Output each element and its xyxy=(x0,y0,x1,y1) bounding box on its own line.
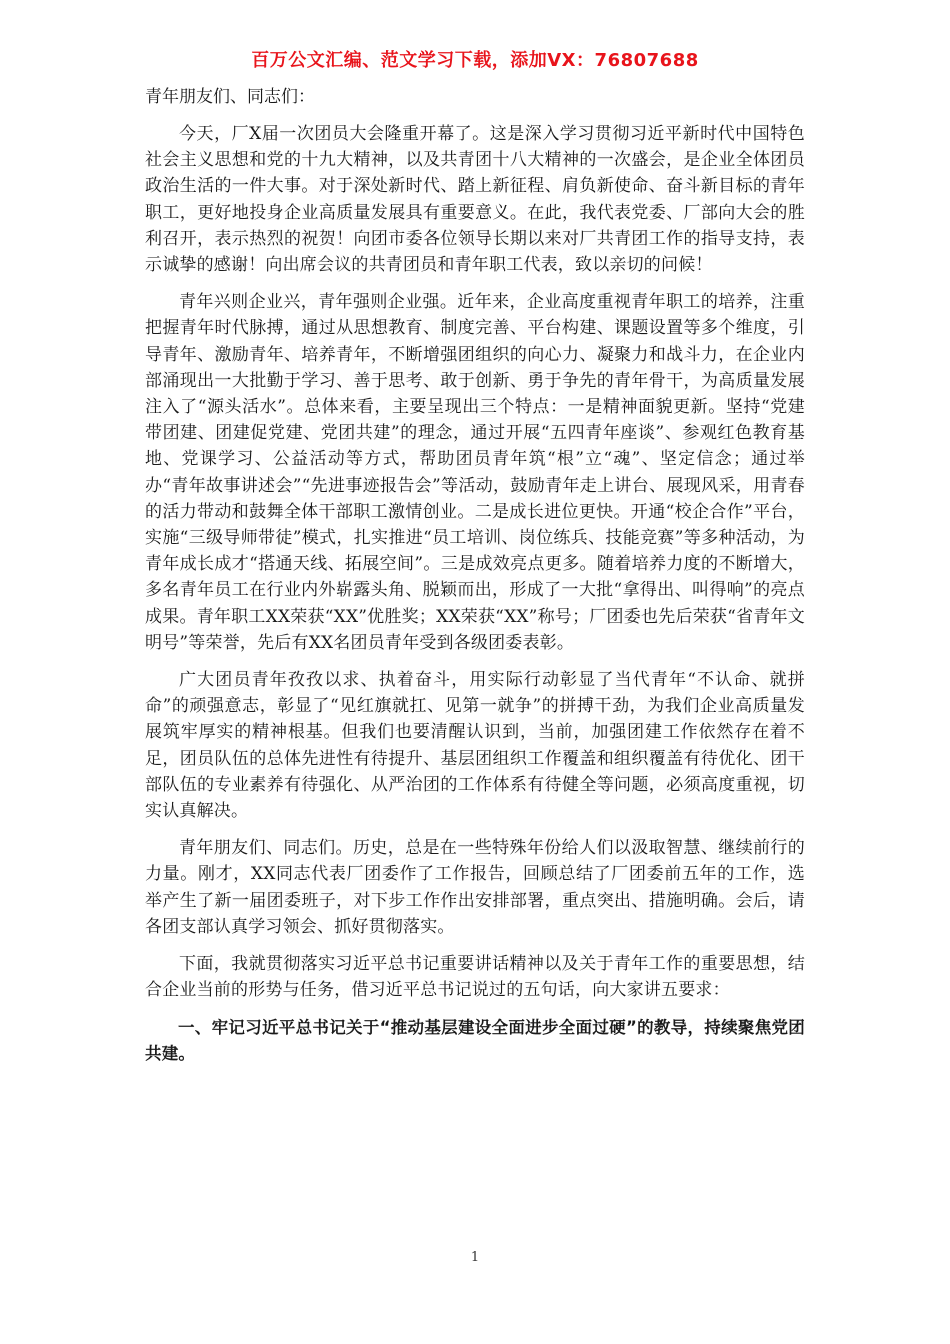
document-body xyxy=(145,84,805,1079)
paragraph-requirements-intro: 下面，我就贯彻落实习近平总书记重要讲话精神以及关于青年工作的重要思想，结合企业当前的形势与任务，借习近平总书记说过的五句话，向大家讲五要求： xyxy=(145,954,805,1001)
salutation: 青年朋友们、同志们： xyxy=(145,87,315,107)
paragraph-achievements: 青年兴则企业兴，青年强则企业强。近年来，企业高度重视青年职工的培养，注重把握青年时代脉搏，通过从思想教育、制度完善、平台构建、课题设置等多个维度，引导青年、激励青年、培养青年，不断增强团组织的向心力、凝聚力和战斗力，在企业内部涌现出一大批勤于学习、善于思考、敢于创新、勇于争先的青年骨干，为高质量发展注入了“源头活水”。总体来看，主要呈现出三个特点：一是精神面貌更新。坚持“党建带团建、团建促党建、党团共建”的理念，通过开展“五四青年座谈”、参观红色教育基地、党课学习、公益活动等方式，帮助团员青年筑“根”立“魂”、坚定信念；通过举办“青年故事讲述会”“先进事迹报告会”等活动，鼓励青年走上讲台、展现风采，用青春的活力带动和鼓舞全体干部职工激情创业。二是成长进位更快。开通“校企合作”平台，实施“三级导师带徒”模式，扎实推进“员工培训、岗位练兵、技能竞赛”等多种活动，为青年成长成才“搭通天线、拓展空间”。三是成效亮点更多。随着培养力度的不断增大，多名青年员工在行业内外崭露头角、脱颖而出，形成了一大批“拿得出、叫得响”的亮点成果。青年职工XX荣获“XX”优胜奖；XX荣获“XX”称号；厂团委也先后荣获“省青年文明号”等荣誉，先后有XX名团员青年受到各级团委表彰。 xyxy=(145,292,805,653)
paragraph-opening: 今天，厂X届一次团员大会隆重开幕了。这是深入学习贯彻习近平新时代中国特色社会主义思想和党的十九大精神，以及共青团十八大精神的一次盛会，是企业全体团员政治生活的一件大事。对于深处新时代、踏上新征程、肩负新使命、奋斗新目标的青年职工，更好地投身企业高质量发展具有重要意义。在此，我代表党委、厂部向大会的胜利召开，表示热烈的祝贺！向团市委各位领导长期以来对厂共青团工作的指导支持，表示诚挚的感谢！向出席会议的共青团员和青年职工代表，致以亲切的问候！ xyxy=(145,124,805,276)
section-heading-1: 一、牢记习近平总书记关于“推动基层建设全面进步全面过硬”的教导，持续聚焦党团共建。 xyxy=(145,1017,805,1063)
watermark-banner: 百万公文汇编、范文学习下载，添加VX：76807688 xyxy=(251,50,699,71)
paragraph-shortcomings: 广大团员青年孜孜以求、执着奋斗，用实际行动彰显了当代青年“不认命、就拼命”的顽强意志，彰显了“见红旗就扛、见第一就争”的拼搏干劲，为我们企业高质量发展筑牢厚实的精神根基。但我们也要清醒认识到，当前，加强团建工作依然存在着不足，团员队伍的总体先进性有待提升、基层团组织工作覆盖和组织覆盖有待优化、团干部队伍的专业素养有待强化、从严治团的工作体系有待健全等问题，必须高度重视，切实认真解决。 xyxy=(145,670,805,822)
page-number: 1 xyxy=(470,1250,480,1265)
paragraph-history: 青年朋友们、同志们。历史，总是在一些特殊年份给人们以汲取智慧、继续前行的力量。刚才，XX同志代表厂团委作了工作报告，回顾总结了厂团委前五年的工作，选举产生了新一届团委班子，对下步工作作出安排部署，重点突出、措施明确。会后，请各团支部认真学习领会、抓好贯彻落实。 xyxy=(145,838,805,937)
